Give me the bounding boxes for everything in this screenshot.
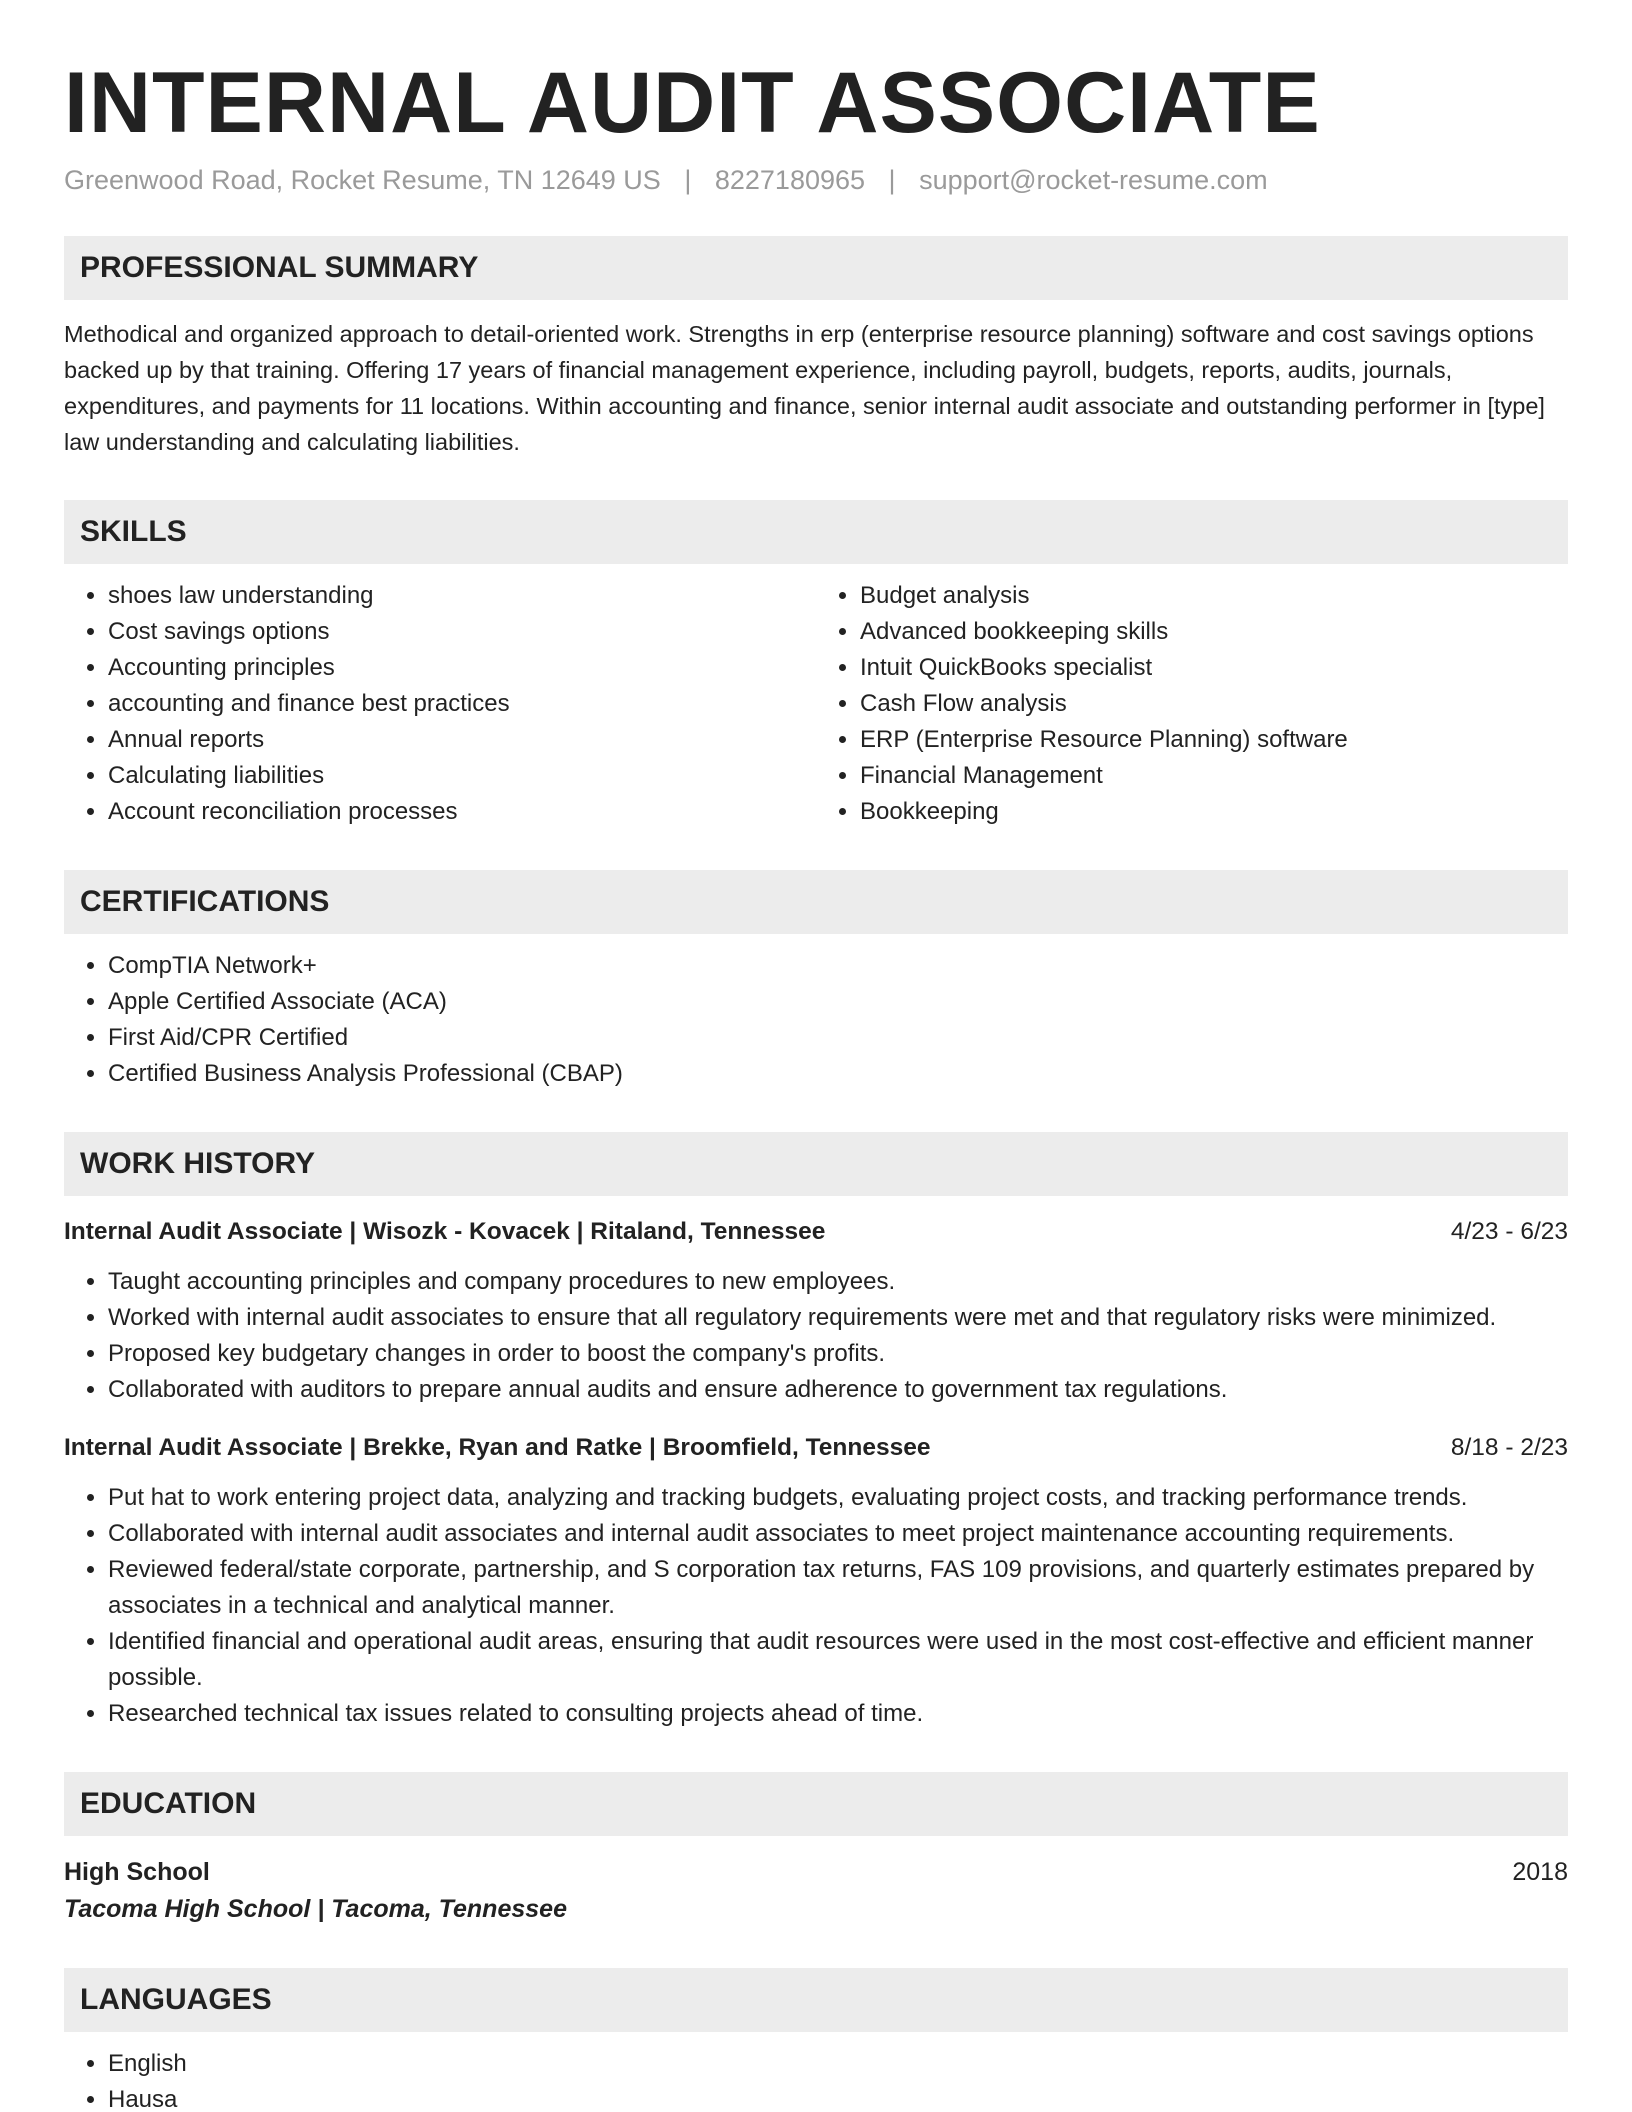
skill-item: • Cash Flow analysis [860, 686, 1568, 722]
job-bullet: • Put hat to work entering project data, analyzing and tracking budgets, evaluating project costs, and tracking performance trends. [108, 1480, 1568, 1516]
skill-item: • Accounting principles [108, 650, 816, 686]
education-degree: High School [64, 1857, 210, 1886]
section-heading: SKILLS [80, 514, 187, 548]
contact-separator: | [888, 164, 896, 195]
section-heading: CERTIFICATIONS [80, 884, 330, 918]
contact-separator: | [684, 164, 692, 195]
professional-summary-section [64, 236, 1568, 460]
language-item: • Hausa [108, 2082, 1568, 2112]
job-dates: 4/23 - 6/23 [1450, 1217, 1568, 1245]
section-heading: EDUCATION [80, 1786, 257, 1820]
work-history-section [64, 1132, 1568, 1732]
language-item: • English [108, 2046, 1568, 2082]
languages-section [64, 1968, 1568, 2112]
job-header [64, 1214, 1568, 1250]
contact-line [64, 165, 1568, 196]
job-title: Internal Audit Associate | Wisozk - Kovacek | Ritaland, Tennessee [64, 1217, 826, 1245]
job-bullet: • Collaborated with auditors to prepare annual audits and ensure adherence to government tax regulations. [108, 1372, 1568, 1408]
skill-item: • Annual reports [108, 722, 816, 758]
skill-item: • Bookkeeping [860, 794, 1568, 830]
job-header [64, 1430, 1568, 1466]
skills-section [64, 500, 1568, 830]
section-heading: LANGUAGES [80, 1982, 272, 2016]
skill-item: • shoes law understanding [108, 578, 816, 614]
education-section [64, 1772, 1568, 1928]
education-header [64, 1854, 1568, 1890]
job-bullet: • Reviewed federal/state corporate, partnership, and S corporation tax returns, FAS 109 provisions, and quarterly estimates prepared by associates in a technical and analytical manner. [108, 1552, 1568, 1624]
section-header [64, 1968, 1568, 2032]
certification-item: • CompTIA Network+ [108, 948, 1568, 984]
skill-item: • ERP (Enterprise Resource Planning) software [860, 722, 1568, 758]
job-bullet: • Taught accounting principles and company procedures to new employees. [108, 1264, 1568, 1300]
certifications-section [64, 870, 1568, 1092]
skill-item: • Advanced bookkeeping skills [860, 614, 1568, 650]
certifications-list [64, 948, 1568, 1092]
job-bullets [64, 1264, 1568, 1408]
skills-columns [64, 564, 1568, 830]
resume-title: INTERNAL AUDIT ASSOCIATE [64, 55, 1321, 151]
contact-address: Greenwood Road, Rocket Resume, TN 12649 US [64, 164, 661, 195]
skill-item: • Account reconciliation processes [108, 794, 816, 830]
job-bullets [64, 1480, 1568, 1732]
skill-item: • Financial Management [860, 758, 1568, 794]
section-header [64, 870, 1568, 934]
job-bullet: • Collaborated with internal audit associates and internal audit associates to meet project maintenance accounting requirements. [108, 1516, 1568, 1552]
skill-item: • accounting and finance best practices [108, 686, 816, 722]
job-bullet: • Identified financial and operational audit areas, ensuring that audit resources were used in the most cost-effective and efficient manner possible. [108, 1624, 1568, 1696]
skill-item: • Calculating liabilities [108, 758, 816, 794]
skills-list-right [816, 578, 1568, 830]
skill-item: • Cost savings options [108, 614, 816, 650]
certification-item: • Apple Certified Associate (ACA) [108, 984, 1568, 1020]
certification-item: • Certified Business Analysis Professional (CBAP) [108, 1056, 1568, 1092]
summary-text: Methodical and organized approach to detail-oriented work. Strengths in erp (enterprise resource planning) software and cost savings options backed up by that training. Offering 17 years of financial management experience, including payroll, budgets, reports, audits, journals, expenditures, and payments for 11 locations. Within accounting and finance, senior internal audit associate and outstanding performer in [type] law understanding and calculating liabilities. [64, 320, 1545, 455]
job-title: Internal Audit Associate | Brekke, Ryan and Ratke | Broomfield, Tennessee [64, 1433, 931, 1461]
education-year: 2018 [1512, 1857, 1568, 1886]
skills-list-left [64, 578, 816, 830]
job-dates: 8/18 - 2/23 [1450, 1433, 1568, 1461]
skill-item: • Intuit QuickBooks specialist [860, 650, 1568, 686]
contact-phone: 8227180965 [714, 164, 866, 195]
job-bullet: • Researched technical tax issues related to consulting projects ahead of time. [108, 1696, 1568, 1732]
certification-item: • First Aid/CPR Certified [108, 1020, 1568, 1056]
section-heading: WORK HISTORY [80, 1146, 316, 1180]
section-header [64, 500, 1568, 564]
section-header [64, 1132, 1568, 1196]
job-bullet: • Proposed key budgetary changes in order to boost the company's profits. [108, 1336, 1568, 1372]
job-entry [64, 1430, 1568, 1732]
education-school: Tacoma High School | Tacoma, Tennessee [64, 1894, 567, 1923]
job-bullet: • Worked with internal audit associates to ensure that all regulatory requirements were met and that regulatory risks were minimized. [108, 1300, 1568, 1336]
section-heading: PROFESSIONAL SUMMARY [80, 250, 479, 284]
job-entry [64, 1214, 1568, 1408]
section-header [64, 1772, 1568, 1836]
section-header [64, 236, 1568, 300]
contact-email: support@rocket-resume.com [919, 164, 1268, 195]
skill-item: • Budget analysis [860, 578, 1568, 614]
languages-list [64, 2046, 1568, 2112]
